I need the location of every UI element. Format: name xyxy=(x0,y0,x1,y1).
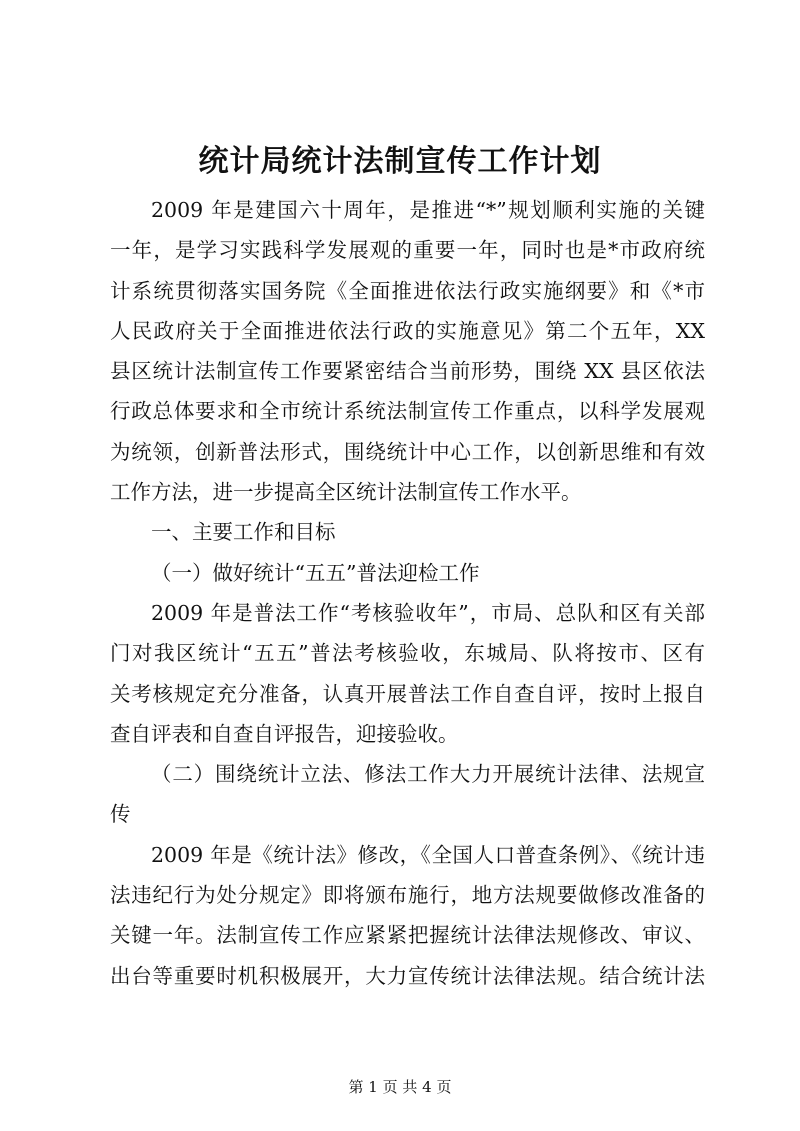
subsection-heading: （一）做好统计“五五”普法迎检工作 xyxy=(151,560,480,585)
text-line: 法违纪行为处分规定》即将颁布施行，地方法规要做修改准备的 xyxy=(110,883,705,908)
document-title: 统计局统计法制宣传工作计划 xyxy=(198,144,602,179)
text-line: 一年，是学习实践科学发展观的重要一年，同时也是*市政府统 xyxy=(110,238,705,263)
text-line: 关键一年。法制宣传工作应紧紧把握统计法律法规修改、审议、 xyxy=(110,923,705,948)
text-line: 门对我区统计“五五”普法考核验收，东城局、队将按市、区有 xyxy=(110,641,705,666)
subsection-heading: （二）围绕统计立法、修法工作大力开展统计法律、法规宣 xyxy=(151,762,705,787)
text-line: 计系统贯彻落实国务院《全面推进依法行政实施纲要》和《*市 xyxy=(110,278,705,303)
subsection-heading: 传 xyxy=(110,802,131,827)
text-line: 2009 年是《统计法》修改，《全国人口普查条例》、《统计违 xyxy=(151,842,705,867)
text-line: 行政总体要求和全市统计系统法制宣传工作重点，以科学发展观 xyxy=(110,399,705,424)
text-line: 人民政府关于全面推进依法行政的实施意见》第二个五年，XX xyxy=(110,318,705,343)
document-body xyxy=(110,190,705,996)
text-line: 查自评表和自查自评报告，迎接验收。 xyxy=(110,721,459,746)
text-line: 县区统计法制宣传工作要紧密结合当前形势，围绕 XX 县区依法 xyxy=(110,359,705,384)
text-line: 关考核规定充分准备，认真开展普法工作自查自评，按时上报自 xyxy=(110,681,705,706)
text-line: 工作方法，进一步提高全区统计法制宣传工作水平。 xyxy=(110,480,582,505)
section-heading: 一、主要工作和目标 xyxy=(151,520,336,545)
text-line: 出台等重要时机积极展开，大力宣传统计法律法规。结合统计法 xyxy=(110,963,705,988)
text-line: 2009 年是普法工作“考核验收年”，市局、总队和区有关部 xyxy=(151,600,705,625)
page-number-footer: 第 1 页 共 4 页 xyxy=(348,1078,452,1096)
text-line: 为统领，创新普法形式，围绕统计中心工作，以创新思维和有效 xyxy=(110,439,705,464)
text-line: 2009 年是建国六十周年，是推进“*”规划顺利实施的关键 xyxy=(151,198,705,222)
